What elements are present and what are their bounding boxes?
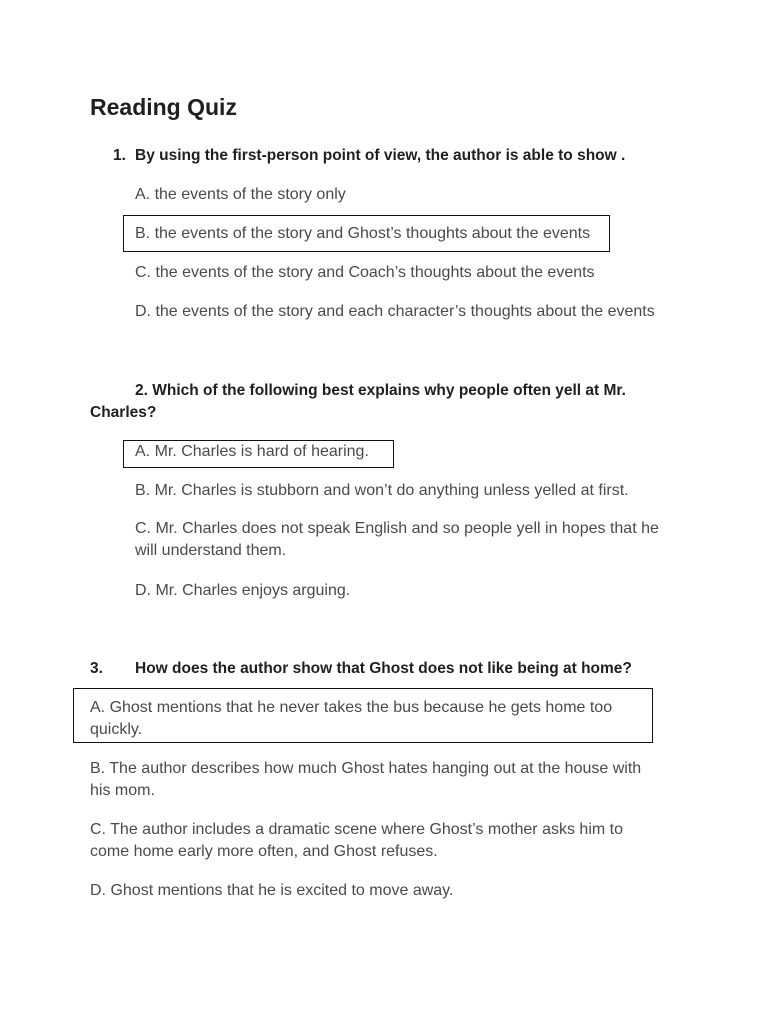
question-2-number: 2. xyxy=(135,382,148,399)
question-3-number: 3. xyxy=(90,660,103,677)
question-1-option-c[interactable]: C. the events of the story and Coach’s thoughts about the events xyxy=(135,264,595,281)
question-1-option-b[interactable]: B. the events of the story and Ghost’s thoughts about the events xyxy=(135,225,591,242)
question-3-option-b[interactable]: B. The author describes how much Ghost hates hanging out at the house with his mom. xyxy=(90,760,642,799)
question-1 xyxy=(113,145,625,167)
question-2-option-a[interactable]: A. Mr. Charles is hard of hearing. xyxy=(135,443,369,460)
question-1-option-d[interactable]: D. the events of the story and each character’s thoughts about the events xyxy=(135,303,655,320)
question-3 xyxy=(90,658,632,680)
question-2 xyxy=(90,380,690,424)
question-2-text: Which of the following best explains why people often yell at Mr. Charles? xyxy=(90,382,626,421)
question-3-option-c[interactable]: C. The author includes a dramatic scene where Ghost’s mother asks him to come home early more often, and Ghost refuses. xyxy=(90,821,623,860)
question-1-number: 1. xyxy=(113,147,126,164)
question-2-option-c[interactable]: C. Mr. Charles does not speak English and so people yell in hopes that he will understand them. xyxy=(135,520,659,559)
question-3-option-d[interactable]: D. Ghost mentions that he is excited to move away. xyxy=(90,882,454,899)
question-2-option-d[interactable]: D. Mr. Charles enjoys arguing. xyxy=(135,582,351,599)
page-title: Reading Quiz xyxy=(90,94,237,120)
question-3-option-a[interactable]: A. Ghost mentions that he never takes the bus because he gets home too quickly. xyxy=(90,699,613,738)
question-1-text: By using the first-person point of view, the author is able to show . xyxy=(135,147,626,164)
question-2-option-b[interactable]: B. Mr. Charles is stubborn and won’t do anything unless yelled at first. xyxy=(135,482,629,499)
question-1-option-a[interactable]: A. the events of the story only xyxy=(135,186,346,203)
question-3-text: How does the author show that Ghost does not like being at home? xyxy=(135,660,632,677)
